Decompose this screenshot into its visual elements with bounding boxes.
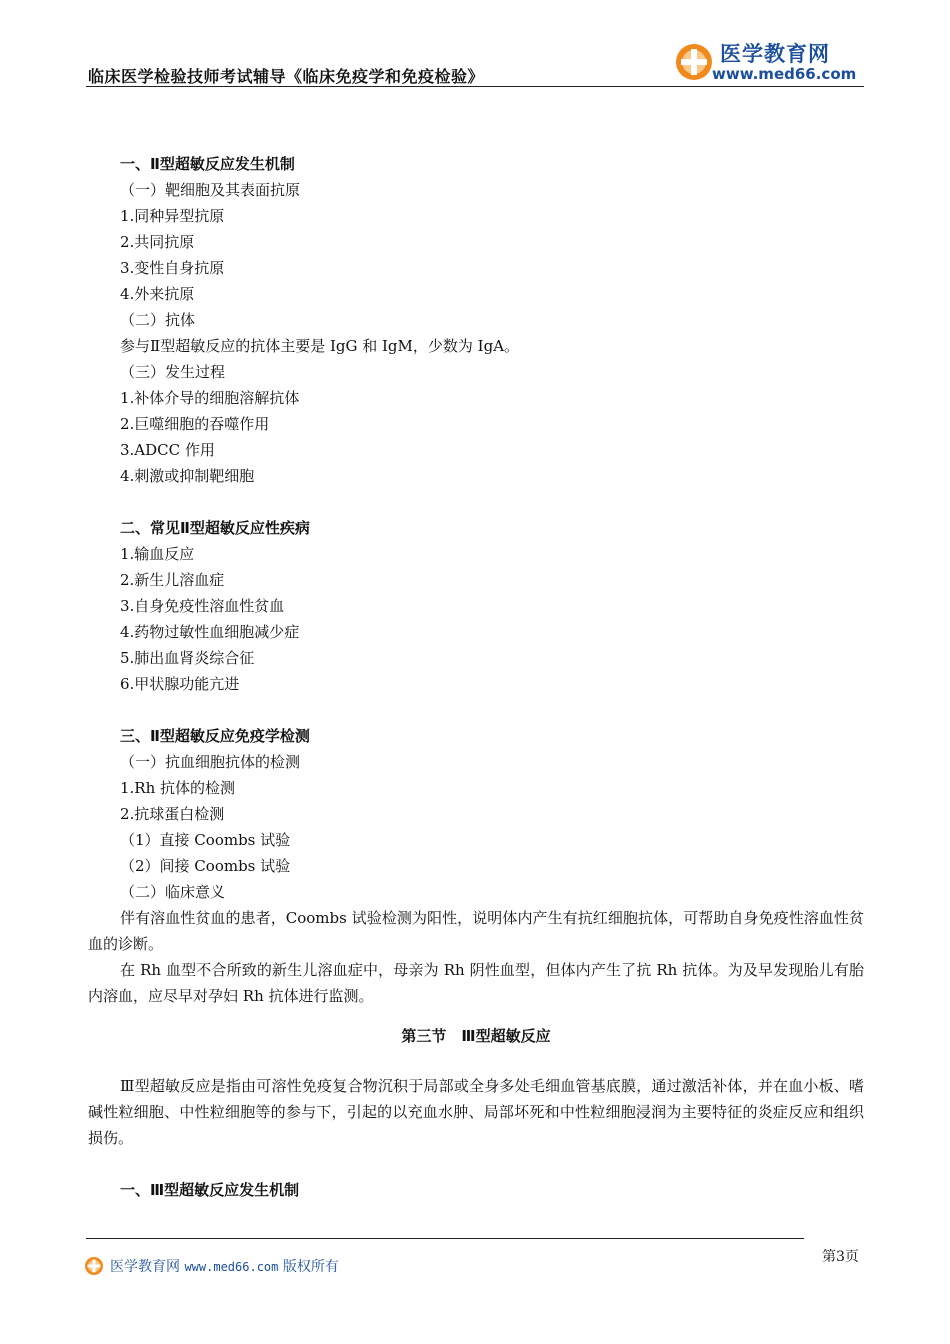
paragraph: Ⅲ型超敏反应是指由可溶性免疫复合物沉积于局部或全身多处毛细血管基底膜，通过激活补体，并在血小板、嗜碱性粒细胞、中性粒细胞等的参与下，引起的以充血水肿、局部坏死和中性粒细胞浸润为主要特征的炎症反应和组织损伤。 xyxy=(88,1077,864,1147)
subsection-heading: （三）发生过程 xyxy=(120,363,226,381)
logo-url: www.med66.com xyxy=(712,65,857,83)
list-item: 1.输血反应 xyxy=(120,545,195,563)
section-heading: 二、常见Ⅱ型超敏反应性疾病 xyxy=(120,519,310,537)
footer-logo-icon xyxy=(84,1256,104,1276)
list-item: 3.变性自身抗原 xyxy=(120,259,225,277)
section-heading: 三、Ⅱ型超敏反应免疫学检测 xyxy=(120,727,310,745)
section-heading: 一、Ⅱ型超敏反应发生机制 xyxy=(120,155,295,173)
list-item: 1.同种异型抗原 xyxy=(120,207,225,225)
footer-rights: 版权所有 xyxy=(282,1259,339,1275)
list-item: 6.甲状腺功能亢进 xyxy=(120,675,240,693)
list-item: 2.新生儿溶血症 xyxy=(120,571,225,589)
list-item: 3.自身免疫性溶血性贫血 xyxy=(120,597,285,615)
list-item: 3.ADCC 作用 xyxy=(120,441,215,459)
list-item: （2）间接 Coombs 试验 xyxy=(120,857,291,875)
list-item: 1.Rh 抗体的检测 xyxy=(120,779,236,797)
footer-copyright xyxy=(110,1256,339,1276)
footer-site-name: 医学教育网 xyxy=(110,1259,180,1275)
subsection-heading: （一）靶细胞及其表面抗原 xyxy=(120,181,301,199)
section-heading: 一、Ⅲ型超敏反应发生机制 xyxy=(120,1181,300,1199)
logo-cross-icon xyxy=(674,42,714,82)
subsection-heading: （二）抗体 xyxy=(120,311,196,329)
subsection-heading: （二）临床意义 xyxy=(120,883,226,901)
site-logo[interactable] xyxy=(674,38,864,86)
body-text: 参与Ⅱ型超敏反应的抗体主要是 IgG 和 IgM，少数为 IgA。 xyxy=(120,337,520,355)
document-header-title: 临床医学检验技师考试辅导《临床免疫学和免疫检验》 xyxy=(88,67,485,86)
paragraph: 在 Rh 血型不合所致的新生儿溶血症中，母亲为 Rh 阴性血型，但体内产生了抗 Rh 抗体。为及早发现胎儿有胎内溶血，应尽早对孕妇 Rh 抗体进行监测。 xyxy=(88,961,864,1005)
list-item: 2.巨噬细胞的吞噬作用 xyxy=(120,415,270,433)
logo-name: 医学教育网 xyxy=(720,42,830,66)
list-item: 4.刺激或抑制靶细胞 xyxy=(120,467,255,485)
list-item: 2.共同抗原 xyxy=(120,233,195,251)
footer-divider xyxy=(86,1238,804,1239)
document-body xyxy=(88,151,864,1203)
page-number: 第3页 xyxy=(822,1249,859,1265)
list-item: 5.肺出血肾炎综合征 xyxy=(120,649,255,667)
list-item: （1）直接 Coombs 试验 xyxy=(120,831,291,849)
header-divider xyxy=(86,86,864,87)
list-item: 4.药物过敏性血细胞减少症 xyxy=(120,623,300,641)
subsection-heading: （一）抗血细胞抗体的检测 xyxy=(120,753,301,771)
paragraph: 伴有溶血性贫血的患者，Coombs 试验检测为阳性，说明体内产生有抗红细胞抗体，可帮助自身免疫性溶血性贫血的诊断。 xyxy=(88,909,864,953)
list-item: 2.抗球蛋白检测 xyxy=(120,805,225,823)
chapter-section-title: 第三节 Ⅲ型超敏反应 xyxy=(401,1027,551,1045)
list-item: 4.外来抗原 xyxy=(120,285,195,303)
list-item: 1.补体介导的细胞溶解抗体 xyxy=(120,389,300,407)
footer-site-url[interactable]: www.med66.com xyxy=(184,1260,279,1274)
